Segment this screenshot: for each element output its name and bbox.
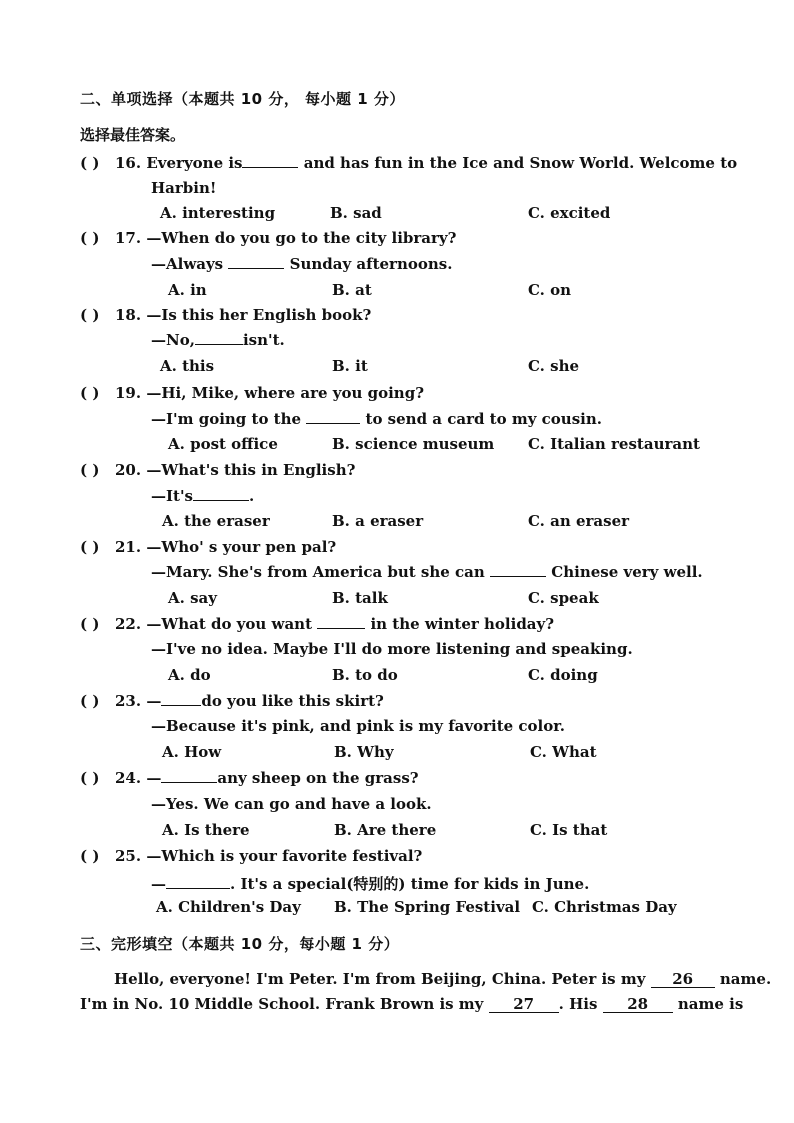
question-line [115,461,355,479]
option-b: B. Are there [334,821,437,839]
question-text: — [146,769,162,787]
option-a: A. post office [168,435,278,453]
answer-blank [166,887,230,889]
question-text: in the winter holiday? [370,615,555,633]
question-text: do you like this skirt? [201,692,384,710]
answer-paren[interactable]: ( ) [80,229,100,247]
question-text: —I'm going to the [151,410,302,428]
question-text: isn't. [242,331,285,349]
passage-text: name. [719,970,772,988]
section-2-title: 二、单项选择（本题共 10 分， 每小题 1 分） [80,90,405,108]
question-line-2 [151,873,589,894]
passage-text: Hello, everyone! I'm Peter. I'm from Beijing, China. Peter is my [114,970,646,988]
option-a: A. interesting [160,204,276,222]
question-number: 24. [115,769,142,787]
passage-text: . His [558,995,598,1013]
option-b: B. at [332,281,372,299]
answer-paren[interactable]: ( ) [80,154,100,172]
question-text: Chinese very well. [551,563,703,581]
question-line-2 [151,331,285,349]
question-number: 18. [115,306,142,324]
question-number: 25. [115,847,142,865]
passage-text: I'm in No. 10 Middle School. Frank Brown is my [80,995,484,1013]
cloze-blank-26[interactable]: 26 [651,972,715,988]
option-c: C. Italian restaurant [528,435,700,453]
option-c: C. speak [528,589,599,607]
section-2-instruction: 选择最佳答案。 [80,126,186,144]
question-text: . [248,487,255,505]
question-number: 23. [115,692,142,710]
option-c: C. Is that [530,821,608,839]
answer-paren[interactable]: ( ) [80,769,100,787]
option-c: C. doing [528,666,598,684]
question-text: —When do you go to the city library? [146,229,457,247]
question-line [115,615,554,633]
answer-blank [490,575,546,577]
question-text: —I've no idea. Maybe I'll do more listening and speaking. [151,640,633,658]
question-text: Everyone is [146,154,243,172]
question-text: —Yes. We can go and have a look. [151,795,432,813]
question-text: —It's [151,487,193,505]
question-number: 17. [115,229,142,247]
question-number: 19. [115,384,142,402]
answer-paren[interactable]: ( ) [80,461,100,479]
question-number: 20. [115,461,142,479]
answer-paren[interactable]: ( ) [80,538,100,556]
answer-blank [161,781,217,783]
question-text: —Who' s your pen pal? [146,538,337,556]
option-c: C. an eraser [528,512,630,530]
answer-paren[interactable]: ( ) [80,615,100,633]
option-c: C. excited [528,204,611,222]
passage-text: name is [677,995,744,1013]
option-b: B. it [332,357,368,375]
option-b: B. a eraser [332,512,424,530]
question-text: —No, [151,331,195,349]
question-line-2 [151,563,703,581]
answer-blank [317,627,365,629]
question-text: —What's this in English? [146,461,356,479]
question-line-2 [151,255,452,273]
question-text: —Because it's pink, and pink is my favorite color. [151,717,566,735]
option-c: C. she [528,357,580,375]
question-line [115,538,336,556]
option-a: A. How [162,743,222,761]
option-a: A. say [168,589,217,607]
section-3-title: 三、完形填空（本题共 10 分，每小题 1 分） [80,935,400,953]
option-a: A. Children's Day [156,898,301,916]
question-text: — [151,875,166,893]
answer-paren[interactable]: ( ) [80,384,100,402]
question-text: and has fun in the Ice and Snow World. Welcome to [303,154,738,172]
question-text: . It's a special(特别的) time for kids in June. [230,875,590,893]
question-line-2 [151,410,602,428]
answer-paren[interactable]: ( ) [80,847,100,865]
question-text: any sheep on the grass? [217,769,419,787]
answer-paren[interactable]: ( ) [80,306,100,324]
option-a: A. the eraser [162,512,270,530]
question-number: 22. [115,615,142,633]
cloze-passage-line-2 [80,995,744,1013]
question-line [115,306,371,324]
answer-blank [242,166,298,168]
question-text: —Which is your favorite festival? [146,847,423,865]
option-b: B. The Spring Festival [334,898,521,916]
option-b: B. sad [330,204,382,222]
cloze-blank-27[interactable]: 27 [489,997,559,1013]
option-b: B. Why [334,743,394,761]
question-text: —What do you want [146,615,312,633]
question-text: —Always [151,255,224,273]
question-text: Sunday afternoons. [289,255,453,273]
option-a: A. Is there [162,821,250,839]
answer-blank [195,343,243,345]
cloze-blank-28[interactable]: 28 [603,997,673,1013]
question-text: Harbin! [151,179,217,197]
question-text: —Hi, Mike, where are you going? [146,384,424,402]
question-line [115,229,456,247]
question-line [115,154,737,172]
option-a: A. this [160,357,215,375]
answer-paren[interactable]: ( ) [80,692,100,710]
question-number: 21. [115,538,142,556]
question-text: to send a card to my cousin. [365,410,602,428]
question-text: —Is this her English book? [146,306,372,324]
question-number: 16. [115,154,142,172]
question-line [115,847,422,865]
answer-blank [306,422,360,424]
question-line [115,769,419,787]
option-b: B. to do [332,666,398,684]
option-c: C. What [530,743,597,761]
option-b: B. talk [332,589,388,607]
option-c: C. Christmas Day [532,898,677,916]
option-a: A. in [168,281,207,299]
question-text: —Mary. She's from America but she can [151,563,485,581]
cloze-passage-line-1 [114,970,772,988]
question-line-2 [151,487,254,505]
option-c: C. on [528,281,572,299]
option-a: A. do [168,666,211,684]
question-text: — [146,692,162,710]
option-b: B. science museum [332,435,495,453]
answer-blank [161,704,201,706]
question-line [115,692,384,710]
answer-blank [228,267,284,269]
question-line [115,384,424,402]
answer-blank [193,499,249,501]
